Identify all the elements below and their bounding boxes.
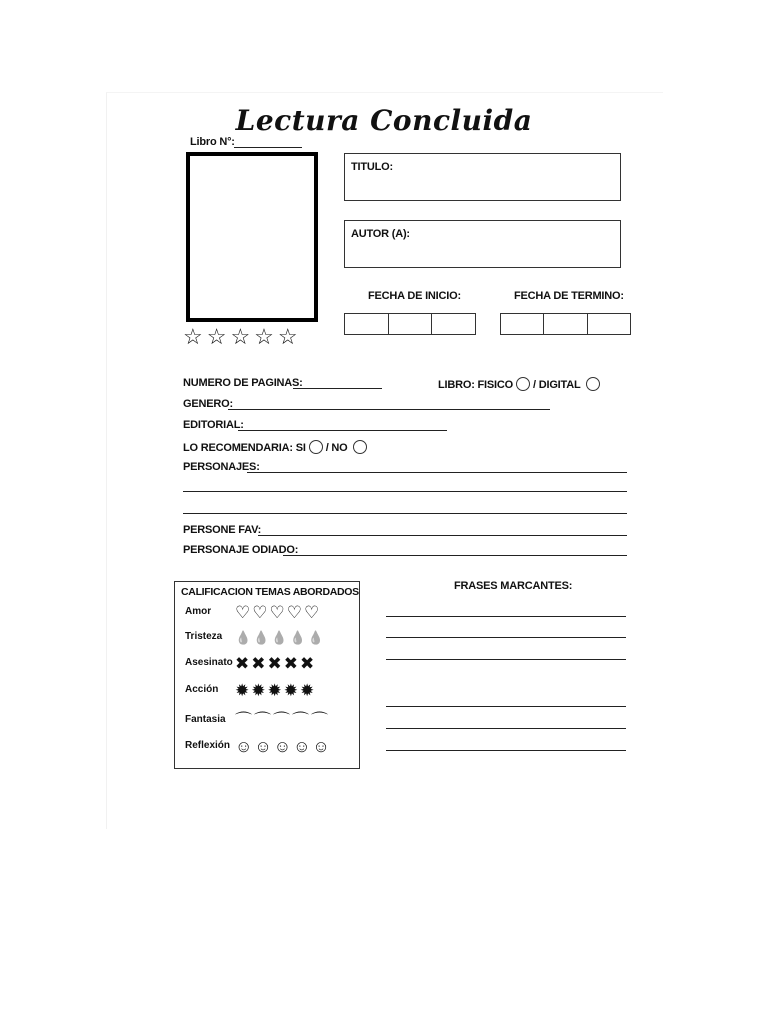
star-rating[interactable]: ☆☆☆☆☆ [183,324,302,349]
editorial-line[interactable] [238,430,447,431]
rating-row-amor [175,602,359,624]
persone-fav-label: PERSONE FAV: [183,524,262,536]
rating-header: CALIFICACION TEMAS ABORDADOS [181,586,359,598]
frase-line-6[interactable] [386,750,626,751]
rating-row-asesinato [175,653,359,675]
tear-icon[interactable]: 💧💧💧💧💧 [235,630,326,645]
frase-line-4[interactable] [386,706,626,707]
libro-tipo-field [438,377,603,391]
frase-line-5[interactable] [386,728,626,729]
burst-icon[interactable]: ✹✹✹✹✹ [235,681,317,700]
fecha-termino-boxes[interactable] [500,313,631,335]
persone-fav-line[interactable] [258,535,627,536]
rating-row-accion [175,680,359,702]
rating-name: Tristeza [185,631,223,642]
rating-name: Amor [185,606,212,617]
fecha-inicio-label: FECHA DE INICIO: [368,290,461,302]
paginas-label: NUMERO DE PAGINAS: [183,377,303,389]
rainbow-icon[interactable]: ⌒⌒⌒⌒⌒ [235,711,330,730]
rating-name: Asesinato [185,657,233,668]
rating-name: Reflexión [185,740,231,751]
fisico-label: LIBRO: FISICO [438,379,514,391]
si-circle[interactable] [309,440,323,454]
rating-name: Acción [185,684,219,695]
book-number-line[interactable] [234,147,302,148]
frases-label: FRASES MARCANTES: [454,580,573,592]
fisico-circle[interactable] [516,377,530,391]
digital-label: / DIGITAL [533,379,581,391]
genero-line[interactable] [228,409,550,410]
personajes-label: PERSONAJES: [183,461,260,473]
fecha-termino-label: FECHA DE TERMINO: [514,290,624,302]
recomendaria-field [183,440,370,454]
editorial-label: EDITORIAL: [183,419,244,431]
fecha-inicio-boxes[interactable] [344,313,476,335]
rating-name: Fantasia [185,714,226,725]
rating-table [174,581,360,769]
autor-box[interactable] [344,220,621,268]
titulo-label: TITULO: [351,161,393,173]
smiley-icon[interactable]: ☺☺☺☺☺ [235,737,332,756]
digital-circle[interactable] [586,377,600,391]
personajes-line-2[interactable] [183,491,627,492]
genero-label: GENERO: [183,398,233,410]
no-label: / NO [325,442,348,454]
rating-row-fantasia [175,710,359,732]
personajes-line-3[interactable] [183,513,627,514]
page-title: Lectura Concluida [235,104,533,137]
book-number-label: Libro N°: [190,136,235,148]
autor-label: AUTOR (A): [351,228,410,240]
paginas-line[interactable] [293,388,382,389]
rating-row-tristeza [175,627,359,649]
si-label: LO RECOMENDARIA: SI [183,442,306,454]
frase-line-3[interactable] [386,659,626,660]
heart-icon[interactable]: ♡♡♡♡♡ [235,603,322,622]
cross-icon[interactable]: ✖✖✖✖✖ [235,654,317,673]
personajes-line-1[interactable] [247,472,627,473]
frase-line-1[interactable] [386,616,626,617]
personaje-odiado-label: PERSONAJE ODIADO: [183,544,299,556]
personaje-odiado-line[interactable] [283,555,627,556]
rating-row-reflexion [175,736,359,758]
titulo-box[interactable] [344,153,621,201]
no-circle[interactable] [353,440,367,454]
frase-line-2[interactable] [386,637,626,638]
cover-photo-box[interactable] [186,152,318,322]
